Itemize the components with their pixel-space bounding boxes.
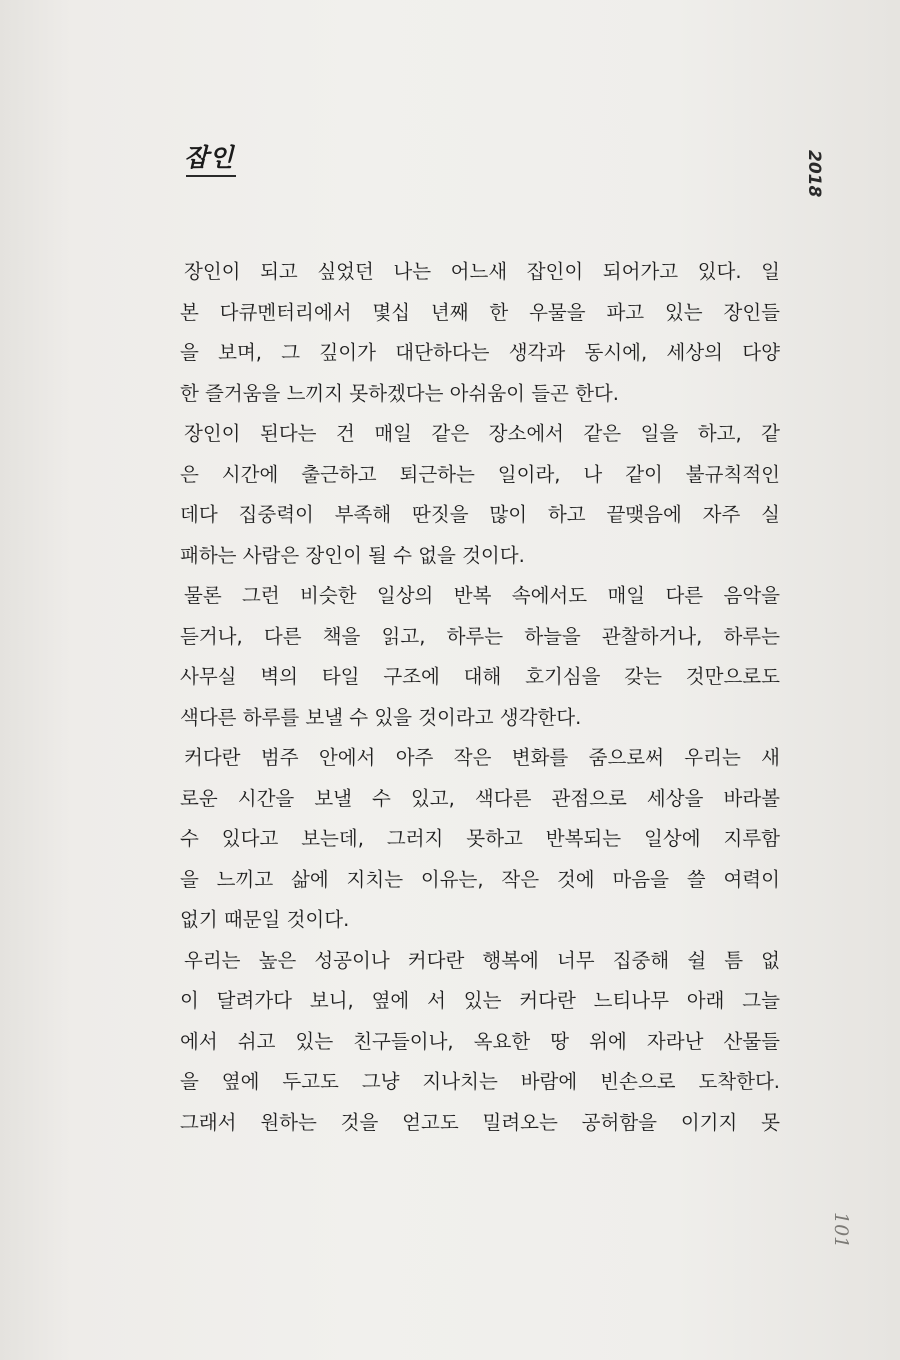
page-number: 101 — [830, 1212, 852, 1249]
text-line: 이 달려가다 보니, 옆에 서 있는 커다란 느티나무 아래 그늘 — [180, 989, 780, 1012]
text-line: 물론 그런 비슷한 일상의 반복 속에서도 매일 다른 음악을 — [184, 584, 780, 607]
text-line: 데다 집중력이 부족해 딴짓을 많이 하고 끝맺음에 자주 실 — [180, 503, 780, 526]
text-line: 사무실 벽의 타일 구조에 대해 호기심을 갖는 것만으로도 — [180, 665, 780, 688]
text-line: 에서 쉬고 있는 친구들이나, 옥요한 땅 위에 자라난 산물들 — [180, 1029, 780, 1053]
text-line: 로운 시간을 보낼 수 있고, 색다른 관점으로 세상을 바라볼 — [180, 786, 780, 810]
running-header-year: 2018 — [804, 150, 824, 198]
text-line: 커다란 범주 안에서 아주 작은 변화를 줌으로써 우리는 새 — [184, 746, 780, 769]
text-line: 장인이 되고 싶었던 나는 어느새 잡인이 되어가고 있다. 일 — [184, 260, 780, 283]
text-line: 을 옆에 두고도 그냥 지나치는 바람에 빈손으로 도착한다. — [180, 1070, 780, 1093]
text-line: 한 즐거움을 느끼지 못하겠다는 아쉬움이 들곤 한다. — [180, 381, 619, 405]
text-line: 을 느끼고 삶에 지치는 이유는, 작은 것에 마음을 쓸 여력이 — [180, 867, 780, 891]
text-line: 우리는 높은 성공이나 커다란 행복에 너무 집중해 쉴 틈 없 — [184, 948, 780, 972]
chapter-title: 잡인 — [184, 143, 235, 172]
text-line: 색다른 하루를 보낼 수 있을 것이라고 생각한다. — [180, 705, 582, 729]
text-line: 그래서 원하는 것을 얻고도 밀려오는 공허함을 이기지 못 — [180, 1110, 780, 1134]
text-line: 본 다큐멘터리에서 몇십 년째 한 우물을 파고 있는 장인들 — [180, 300, 780, 324]
text-line: 은 시간에 출근하고 퇴근하는 일이라, 나 같이 불규칙적인 — [180, 462, 780, 486]
text-line: 수 있다고 보는데, 그러지 못하고 반복되는 일상에 지루함 — [180, 827, 780, 850]
title-underline — [186, 175, 236, 177]
text-line: 듣거나, 다른 책을 읽고, 하루는 하늘을 관찰하거나, 하루는 — [180, 624, 780, 648]
text-line: 을 보며, 그 깊이가 대단하다는 생각과 동시에, 세상의 다양 — [180, 341, 780, 364]
text-line: 패하는 사람은 장인이 될 수 없을 것이다. — [180, 543, 525, 567]
text-line: 없기 때문일 것이다. — [180, 908, 350, 931]
text-line: 장인이 된다는 건 매일 같은 장소에서 같은 일을 하고, 같 — [184, 422, 780, 445]
body-text — [180, 252, 780, 1143]
